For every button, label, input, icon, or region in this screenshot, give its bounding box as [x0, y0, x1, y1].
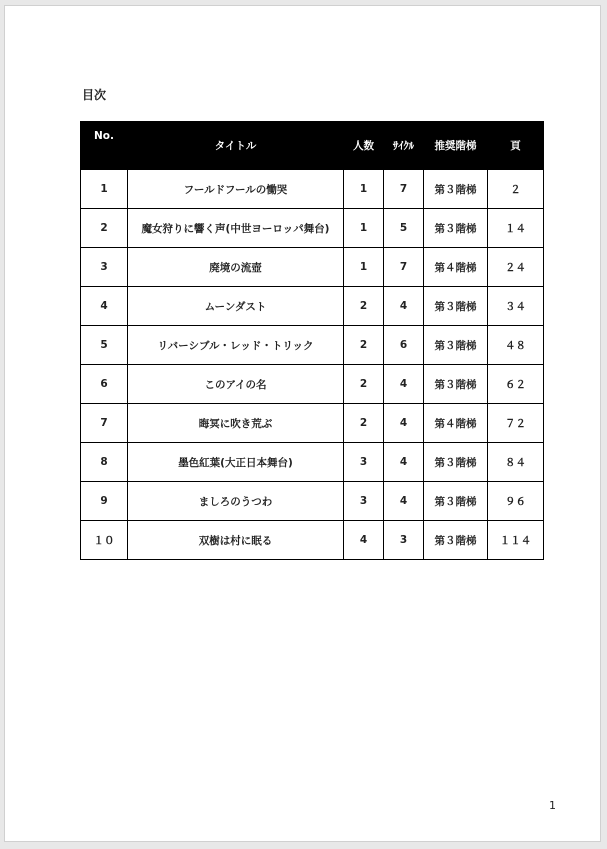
table-row	[81, 365, 544, 404]
column-header-no: No.	[81, 122, 128, 170]
table-row	[81, 482, 544, 521]
cell-no: 6	[81, 365, 128, 404]
column-header-cycle: ｻｲｸﾙ	[384, 122, 424, 170]
cell-page: １４	[488, 209, 544, 248]
cell-recommended-tier: 第３階梯	[424, 443, 488, 482]
cell-no: １０	[81, 521, 128, 560]
cell-cycle: 6	[384, 326, 424, 365]
cell-recommended-tier: 第３階梯	[424, 209, 488, 248]
cell-cycle: 7	[384, 248, 424, 287]
cell-no: 5	[81, 326, 128, 365]
cell-no: 2	[81, 209, 128, 248]
table-row	[81, 404, 544, 443]
table-row	[81, 170, 544, 209]
cell-cycle: 5	[384, 209, 424, 248]
cell-recommended-tier: 第４階梯	[424, 404, 488, 443]
cell-recommended-tier: 第３階梯	[424, 365, 488, 404]
cell-players: 3	[344, 443, 384, 482]
cell-title: ムーンダスト	[128, 287, 344, 326]
table-row	[81, 287, 544, 326]
cell-players: 2	[344, 326, 384, 365]
cell-title: フールドフールの慟哭	[128, 170, 344, 209]
column-header-players: 人数	[344, 122, 384, 170]
cell-no: 7	[81, 404, 128, 443]
cell-title: 双樹は村に眠る	[128, 521, 344, 560]
table-row	[81, 248, 544, 287]
cell-page: ２	[488, 170, 544, 209]
column-header-page: 頁	[488, 122, 544, 170]
table-row	[81, 521, 544, 560]
cell-cycle: 7	[384, 170, 424, 209]
cell-title: リバーシブル・レッド・トリック	[128, 326, 344, 365]
cell-page: ９６	[488, 482, 544, 521]
cell-recommended-tier: 第３階梯	[424, 170, 488, 209]
table-row	[81, 443, 544, 482]
cell-page: ３４	[488, 287, 544, 326]
cell-title: 晦冥に吹き荒ぶ	[128, 404, 344, 443]
cell-title: 魔女狩りに響く声(中世ヨーロッパ舞台)	[128, 209, 344, 248]
document-page	[4, 5, 601, 842]
table-header-row	[81, 122, 544, 170]
cell-players: 2	[344, 404, 384, 443]
toc-heading: 目次	[82, 88, 107, 102]
cell-title: 墨色紅葉(大正日本舞台)	[128, 443, 344, 482]
cell-players: 1	[344, 209, 384, 248]
cell-page: ６２	[488, 365, 544, 404]
cell-page: ８４	[488, 443, 544, 482]
column-header-recommended-tier: 推奨階梯	[424, 122, 488, 170]
cell-no: 3	[81, 248, 128, 287]
cell-players: 2	[344, 287, 384, 326]
cell-cycle: 4	[384, 482, 424, 521]
page-number: 1	[549, 799, 556, 812]
cell-players: 2	[344, 365, 384, 404]
cell-no: 1	[81, 170, 128, 209]
cell-cycle: 3	[384, 521, 424, 560]
cell-recommended-tier: 第３階梯	[424, 521, 488, 560]
cell-cycle: 4	[384, 404, 424, 443]
cell-cycle: 4	[384, 443, 424, 482]
cell-players: 3	[344, 482, 384, 521]
cell-page: １１４	[488, 521, 544, 560]
table-row	[81, 326, 544, 365]
cell-cycle: 4	[384, 287, 424, 326]
table-row	[81, 209, 544, 248]
cell-cycle: 4	[384, 365, 424, 404]
cell-recommended-tier: 第４階梯	[424, 248, 488, 287]
cell-title: ましろのうつわ	[128, 482, 344, 521]
cell-no: 8	[81, 443, 128, 482]
cell-title: 廃境の流壺	[128, 248, 344, 287]
cell-title: このアイの名	[128, 365, 344, 404]
cell-no: 4	[81, 287, 128, 326]
cell-players: 1	[344, 248, 384, 287]
column-header-title: タイトル	[128, 122, 344, 170]
cell-page: ２４	[488, 248, 544, 287]
cell-page: ４８	[488, 326, 544, 365]
cell-recommended-tier: 第３階梯	[424, 326, 488, 365]
cell-players: 4	[344, 521, 384, 560]
cell-page: ７２	[488, 404, 544, 443]
toc-table	[80, 121, 544, 560]
cell-players: 1	[344, 170, 384, 209]
cell-recommended-tier: 第３階梯	[424, 287, 488, 326]
cell-recommended-tier: 第３階梯	[424, 482, 488, 521]
cell-no: 9	[81, 482, 128, 521]
